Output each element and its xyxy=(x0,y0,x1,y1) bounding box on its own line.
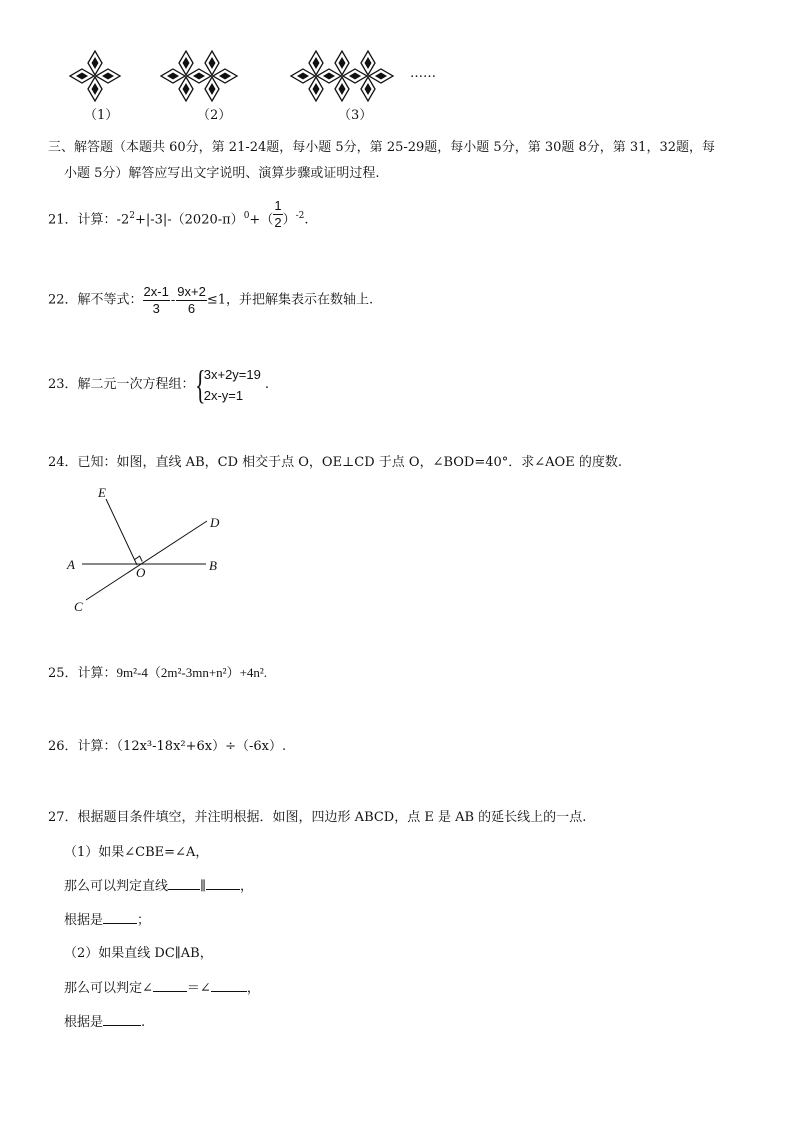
question-25 xyxy=(48,665,267,682)
q21-exp-b: 0 xyxy=(243,211,250,221)
q26-prefix: 26．计算： xyxy=(48,739,117,754)
q27-part1: （1）如果∠CBE=∠A， xyxy=(64,845,209,860)
blank-line-2[interactable] xyxy=(206,878,240,890)
question-24: 24．已知：如图，直线 AB，CD 相交于点 O，OE⊥CD 于点 O，∠BOD=40°．求∠AOE 的度数. xyxy=(48,455,622,470)
label-b: B xyxy=(209,558,217,573)
q27-p1b-prefix: 根据是 xyxy=(64,913,104,928)
ray-oe xyxy=(106,499,137,565)
q23-prefix: 23．解二元一次方程组： xyxy=(48,377,195,392)
q27-p1a-end: ， xyxy=(240,879,254,894)
right-angle-mark xyxy=(135,556,143,561)
q23-equation-2: 2x-y=1 xyxy=(203,388,244,403)
q24-geometry-figure xyxy=(60,482,240,622)
q21-expr-d: ） xyxy=(282,212,296,228)
q26-expression: （12x³-18x²+6x）÷（-6x）. xyxy=(116,739,287,754)
label-c: C xyxy=(74,599,83,614)
label-e: E xyxy=(98,485,106,500)
q22-suffix: ≤1，并把解集表示在数轴上. xyxy=(206,292,374,308)
q22-fraction2-numerator: 9x+2 xyxy=(177,284,206,299)
label-d: D xyxy=(210,515,220,530)
q27-p2b-prefix: 根据是 xyxy=(64,1015,104,1030)
blank-reason-2[interactable] xyxy=(103,1014,141,1026)
question-27-intro: 27．根据题目条件填空，并注明根据．如图，四边形 ABCD，点 E 是 AB 的延长线上的一点. xyxy=(48,810,587,825)
q21-fraction-numerator: 1 xyxy=(274,198,282,214)
q27-p2a-end: ， xyxy=(246,981,260,996)
q21-fraction-denominator: 2 xyxy=(274,215,282,231)
label-o: O xyxy=(136,565,146,580)
blank-reason-1[interactable] xyxy=(103,912,137,924)
q27-p2a-equals: ＝∠ xyxy=(186,981,211,996)
pattern-label-1: （1） xyxy=(84,108,119,123)
q23-equation-1: 3x+2y=19 xyxy=(203,367,261,382)
pattern-label-2: （2） xyxy=(197,108,232,123)
q21-prefix: 21．计算： xyxy=(48,212,117,228)
q27-part1-reason xyxy=(64,912,150,929)
q21-expr-c: +（ xyxy=(249,212,274,228)
section-heading-line1: 三、解答题（本题共 60分，第 21-24题，每小题 5分，第 25-29题，每小题 5分，第 30题 8分，第 31，32题，每 xyxy=(48,140,715,155)
q22-minus: - xyxy=(170,292,176,308)
blank-line-1[interactable] xyxy=(168,878,200,890)
pattern-label-3: （3） xyxy=(338,108,373,123)
pattern-figures xyxy=(60,48,460,106)
pattern-figure-3 xyxy=(291,51,393,101)
q21-end: . xyxy=(304,212,309,228)
q27-p2b-end: . xyxy=(141,1015,146,1030)
pattern-ellipsis: …… xyxy=(410,66,436,81)
q27-p1b-end: ； xyxy=(137,913,151,928)
system-brace: { xyxy=(194,362,206,407)
q27-part2-conclusion xyxy=(64,980,260,997)
q22-fraction2-denominator: 6 xyxy=(187,301,196,316)
q27-p1a-prefix: 那么可以判定直线 xyxy=(64,879,169,894)
q22-prefix: 22．解不等式： xyxy=(48,292,143,308)
q25-prefix: 25．计算： xyxy=(48,666,117,681)
q21-expr-b: +|-3|-（2020-π） xyxy=(134,212,244,228)
q27-p1a-parallel: ∥ xyxy=(200,879,207,894)
question-23 xyxy=(48,364,269,406)
q23-end: . xyxy=(264,377,269,392)
pattern-figure-1 xyxy=(70,51,120,101)
question-26 xyxy=(48,739,286,755)
q22-fraction1-numerator: 2x-1 xyxy=(143,284,169,299)
line-cd xyxy=(86,521,207,600)
q22-fraction1-denominator: 3 xyxy=(152,301,160,316)
q27-p2a-prefix: 那么可以判定∠ xyxy=(64,981,153,996)
q21-expr-a: -2 xyxy=(116,212,130,228)
q27-part1-conclusion xyxy=(64,878,253,895)
q27-part2-reason xyxy=(64,1014,145,1031)
question-22 xyxy=(48,284,373,317)
q21-exp-d: -2 xyxy=(295,211,305,221)
label-a: A xyxy=(67,557,75,572)
pattern-figure-2 xyxy=(161,51,237,101)
blank-angle-2[interactable] xyxy=(211,980,247,992)
question-21 xyxy=(48,198,309,231)
q27-part2: （2）如果直线 DC∥AB， xyxy=(64,946,213,961)
q21-exp-a: 2 xyxy=(129,211,135,221)
section-heading-line2: 小题 5分）解答应写出文字说明、演算步骤或证明过程. xyxy=(64,166,380,181)
q25-expression: 9m²-4（2m²-3mn+n²）+4n². xyxy=(116,665,268,680)
blank-angle-1[interactable] xyxy=(153,980,187,992)
